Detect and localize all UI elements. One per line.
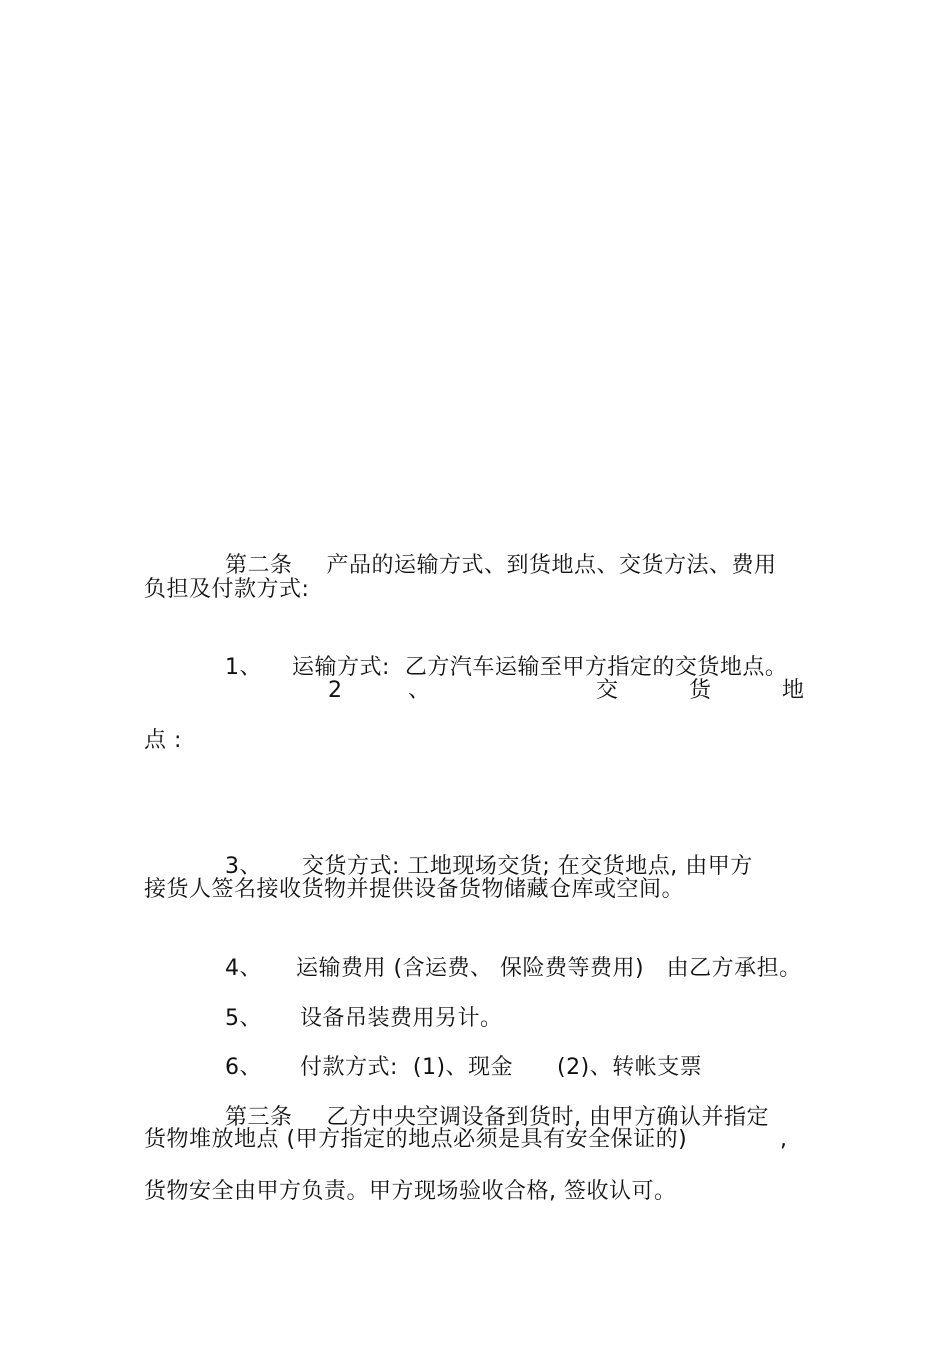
article2-title: 产品的运输方式、到货地点、交货方法、费用 xyxy=(326,553,777,578)
item-1-text: 运输方式: 乙方汽车运输至甲方指定的交货地点。 xyxy=(291,655,788,680)
item-2-number: 2 xyxy=(328,678,343,703)
item-3-text: 交货方式: 工地现场交货; 在交货地点, 由甲方 xyxy=(301,854,753,879)
article2-heading: 第二条 xyxy=(224,553,293,578)
item-4-number: 4、 xyxy=(224,956,262,981)
item-5-text: 设备吊装费用另计。 xyxy=(299,1006,503,1031)
article2-title-cont: 负担及付款方式: xyxy=(144,577,310,602)
article3-heading: 第三条 xyxy=(224,1105,293,1130)
item-2-cont: 点 : xyxy=(144,728,182,753)
item-6-text-2: (2)、转帐支票 xyxy=(557,1055,703,1080)
item-2-separator: 、 xyxy=(408,678,431,703)
item-2-char-3: 地 xyxy=(782,678,805,703)
item-3-cont: 接货人签名接收货物并提供设备货物储藏仓库或空间。 xyxy=(144,877,685,902)
item-6-text: 付款方式: (1)、现金 xyxy=(299,1055,514,1080)
article3-text-2: 货物堆放地点 (甲方指定的地点必须是具有安全保证的) xyxy=(144,1127,688,1152)
article3-comma: , xyxy=(780,1127,788,1152)
item-1-number: 1、 xyxy=(224,655,262,680)
item-2-char-2: 货 xyxy=(689,678,712,703)
item-2-char-1: 交 xyxy=(596,678,619,703)
item-3-number: 3、 xyxy=(224,854,262,879)
item-6-number: 6、 xyxy=(224,1055,262,1080)
article3-text-3: 货物安全由甲方负责。甲方现场验收合格, 签收认可。 xyxy=(144,1179,677,1204)
item-4-text: 运输费用 (含运费、 保险费等费用) 由乙方承担。 xyxy=(295,956,802,981)
item-5-number: 5、 xyxy=(224,1006,262,1031)
article3-text: 乙方中央空调设备到货时, 由甲方确认并指定 xyxy=(326,1105,769,1130)
